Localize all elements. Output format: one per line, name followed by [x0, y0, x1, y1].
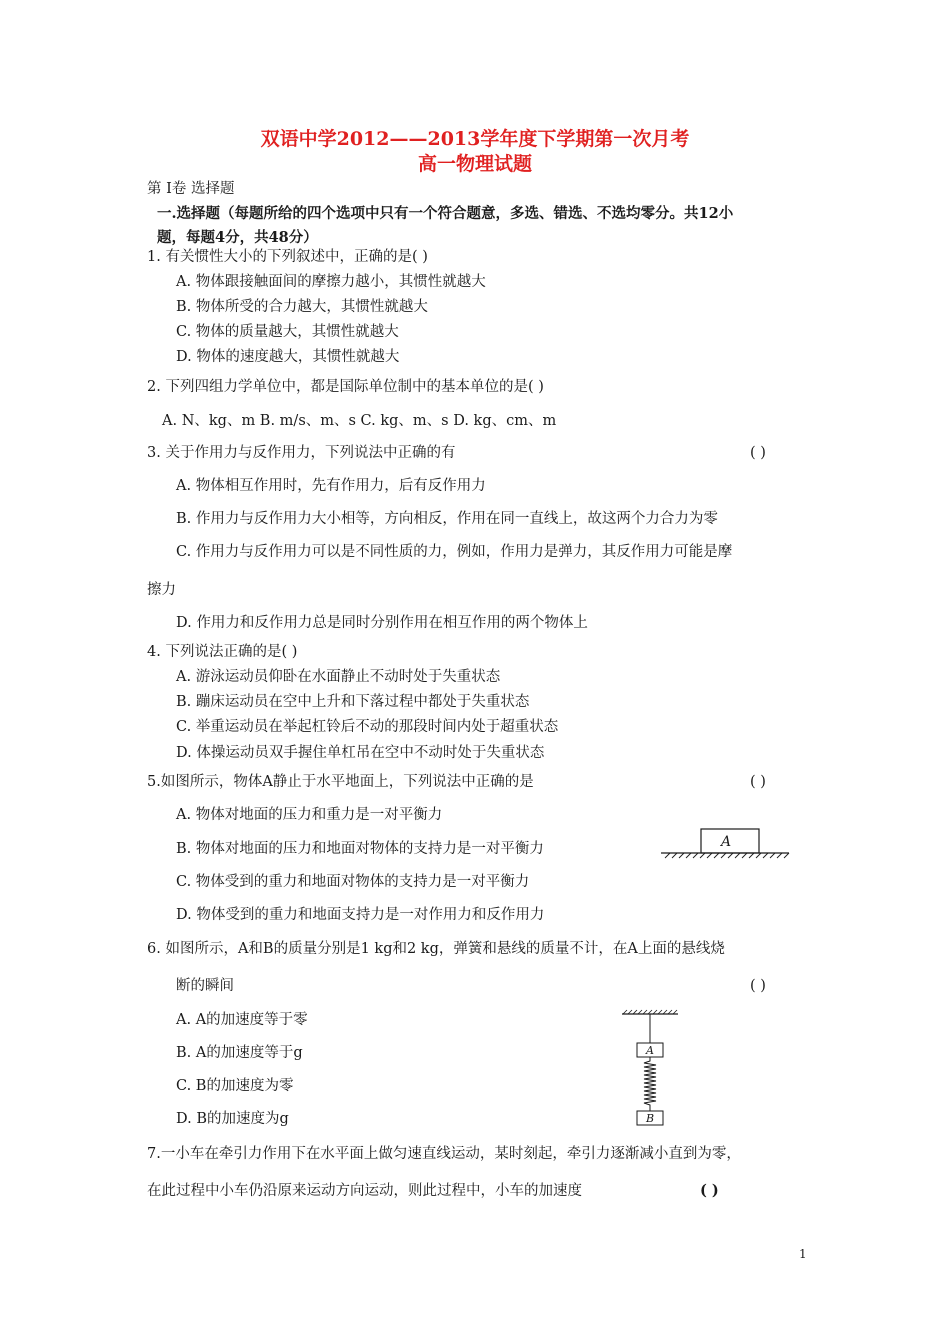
question-7-stem: 7.一小车在牵引力作用下在水平面上做匀速直线运动，某时刻起，牵引力逐渐减小直到为零， [147, 1146, 741, 1162]
question-7-stem-cont: 在此过程中小车仍沿原来运动方向运动，则此过程中，小车的加速度 [147, 1183, 582, 1199]
section-label: 第 I卷 选择题 [147, 181, 235, 197]
question-5-stem: 5.如图所示，物体A静止于水平地面上，下列说法中正确的是 [147, 774, 534, 790]
mass-b-label: B [646, 1112, 655, 1125]
question-1-option-b: B. 物体所受的合力越大，其惯性就越大 [176, 299, 428, 315]
question-3-option-c-cont: 擦力 [147, 582, 176, 598]
section-instruction: 一.选择题（每题所给的四个选项中只有一个符合题意，多选、错选、不选均零分。共12小 [157, 205, 734, 222]
question-3-option-d: D. 作用力和反作用力总是同时分别作用在相互作用的两个物体上 [176, 615, 588, 631]
question-1-option-a: A. 物体跟接触面间的摩擦力越小，其惯性就越大 [176, 274, 486, 290]
question-3-stem: 3. 关于作用力与反作用力，下列说法中正确的有 [147, 445, 456, 461]
exam-subtitle: 高一物理试题 [417, 153, 532, 175]
exam-title: 双语中学2012——2013学年度下学期第一次月考 [260, 128, 690, 150]
question-7-answer-bracket: ( ) [700, 1182, 719, 1199]
question-4-option-b: B. 蹦床运动员在空中上升和下落过程中都处于失重状态 [176, 694, 530, 710]
page-number: 1 [799, 1247, 807, 1261]
question-5-option-b: B. 物体对地面的压力和地面对物体的支持力是一对平衡力 [176, 841, 544, 857]
question-5-option-a: A. 物体对地面的压力和重力是一对平衡力 [176, 807, 443, 823]
question-6-answer-bracket: ( ) [750, 978, 766, 994]
spring-masses-figure [615, 1008, 685, 1130]
question-3-answer-bracket: ( ) [750, 445, 766, 461]
question-1-stem: 1. 有关惯性大小的下列叙述中，正确的是( ) [147, 249, 428, 265]
question-6-option-d: D. B的加速度为g [176, 1111, 289, 1127]
question-2-options: A. N、kg、m B. m/s、m、s C. kg、m、s D. kg、cm、m [162, 413, 557, 429]
question-3-option-b: B. 作用力与反作用力大小相等，方向相反，作用在同一直线上，故这两个力合力为零 [176, 511, 718, 527]
question-6-option-b: B. A的加速度等于g [176, 1045, 303, 1061]
block-a-label: A [721, 834, 732, 850]
question-1-option-c: C. 物体的质量越大，其惯性就越大 [176, 324, 399, 340]
question-4-stem: 4. 下列说法正确的是( ) [147, 644, 298, 660]
ground-hatching [665, 853, 789, 858]
question-2-stem: 2. 下列四组力学单位中，都是国际单位制中的基本单位的是( ) [147, 379, 544, 395]
question-6-stem: 6. 如图所示，A和B的质量分别是1 kg和2 kg，弹簧和悬线的质量不计，在A上面的悬线烧 [147, 941, 725, 957]
question-4-option-c: C. 举重运动员在举起杠铃后不动的那段时间内处于超重状态 [176, 719, 559, 735]
block-on-ground-figure [655, 826, 795, 866]
question-6-option-c: C. B的加速度为零 [176, 1078, 294, 1094]
question-4-option-a: A. 游泳运动员仰卧在水面静止不动时处于失重状态 [176, 669, 501, 685]
mass-a-label: A [646, 1044, 654, 1057]
question-1-option-d: D. 物体的速度越大，其惯性就越大 [176, 349, 400, 365]
question-5-option-c: C. 物体受到的重力和地面对物体的支持力是一对平衡力 [176, 874, 530, 890]
question-6-stem-cont: 断的瞬间 [176, 978, 234, 994]
question-6-option-a: A. A的加速度等于零 [176, 1012, 308, 1028]
question-3-option-c: C. 作用力与反作用力可以是不同性质的力，例如，作用力是弹力，其反作用力可能是摩 [176, 544, 733, 560]
question-4-option-d: D. 体操运动员双手握住单杠吊在空中不动时处于失重状态 [176, 745, 545, 761]
section-instruction-cont: 题，每题4分，共48分） [157, 229, 318, 246]
question-5-answer-bracket: ( ) [750, 774, 766, 790]
question-5-option-d: D. 物体受到的重力和地面支持力是一对作用力和反作用力 [176, 907, 545, 923]
question-3-option-a: A. 物体相互作用时，先有作用力，后有反作用力 [176, 478, 486, 494]
spring [644, 1057, 656, 1111]
